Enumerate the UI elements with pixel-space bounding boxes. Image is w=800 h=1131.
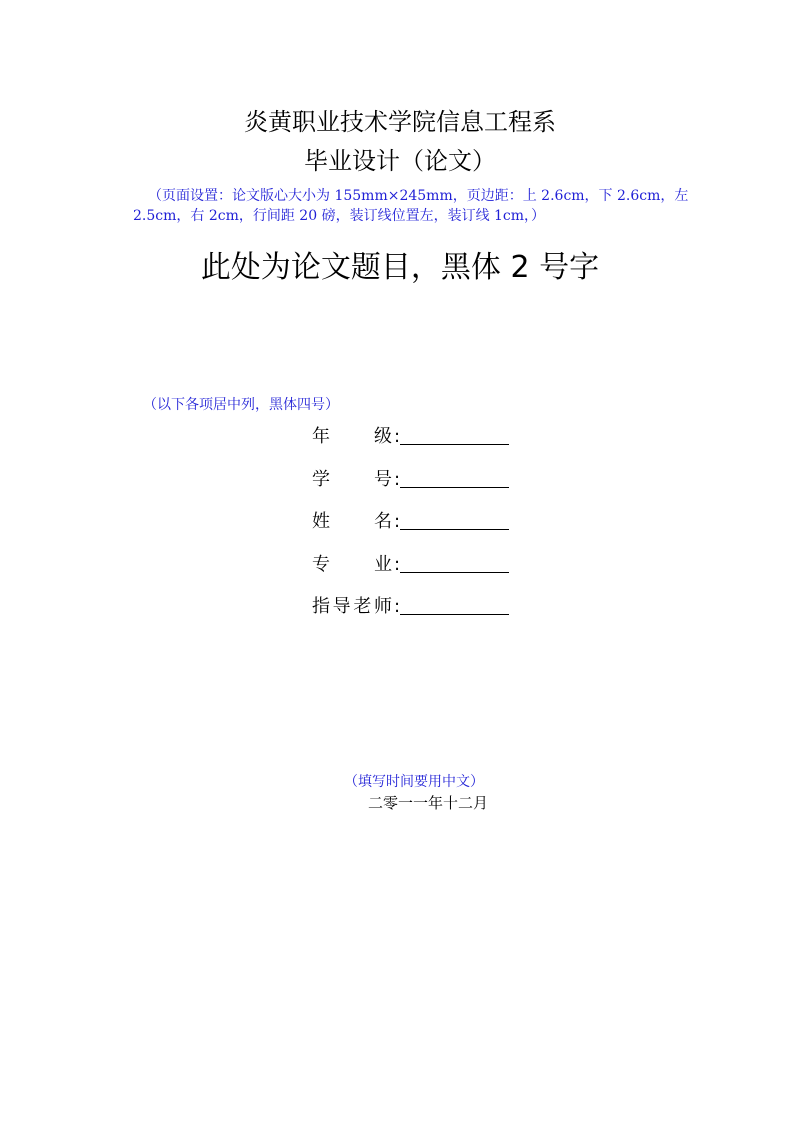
- info-label-char: 名: [374, 511, 392, 532]
- info-colon: :: [394, 596, 401, 617]
- info-label-char: 老: [353, 596, 372, 617]
- info-label-name: [312, 509, 392, 535]
- info-label-char: 业: [374, 553, 392, 575]
- page-setup-note-line-2: 2.5cm，右 2cm，行间距 20 磅，装订线位置左，装订线 1cm，）: [133, 208, 546, 224]
- info-colon: :: [394, 553, 401, 575]
- student-id-underline: [400, 487, 509, 488]
- document-type-heading: 毕业设计（论文）: [304, 147, 496, 175]
- thesis-title: 此处为论文题目，黑体 2 号字: [200, 250, 600, 285]
- info-label-major: [312, 552, 392, 578]
- info-label-char: 学: [312, 468, 330, 490]
- info-label-char: 姓: [312, 511, 330, 532]
- submission-date: 二零一一年十二月: [367, 794, 488, 812]
- grade-underline: [400, 444, 509, 445]
- page-setup-note-line-1: （页面设置：论文版心大小为 155mm×245mm，页边距：上 2.6cm，下 2.6cm，左: [148, 188, 689, 204]
- info-label-student-id: [312, 467, 392, 493]
- name-underline: [400, 529, 509, 530]
- major-underline: [400, 572, 509, 573]
- info-colon: :: [394, 511, 401, 532]
- date-format-note: （填写时间要用中文）: [344, 774, 484, 790]
- info-colon: :: [394, 468, 401, 490]
- info-label-char: 指: [312, 596, 330, 617]
- info-label-char: 号: [374, 468, 392, 490]
- center-items-note: （以下各项居中列，黑体四号）: [143, 397, 339, 413]
- advisor-underline: [400, 614, 509, 615]
- info-label-char: 年: [312, 426, 330, 447]
- info-label-grade: [312, 424, 392, 450]
- info-label-char: 师: [373, 596, 392, 617]
- info-label-advisor: [312, 594, 392, 620]
- school-department-heading: 炎黄职业技术学院信息工程系: [244, 108, 556, 136]
- info-label-char: 导: [332, 596, 351, 617]
- info-label-char: 级: [374, 426, 392, 447]
- info-colon: :: [394, 426, 401, 447]
- info-label-char: 专: [312, 553, 330, 575]
